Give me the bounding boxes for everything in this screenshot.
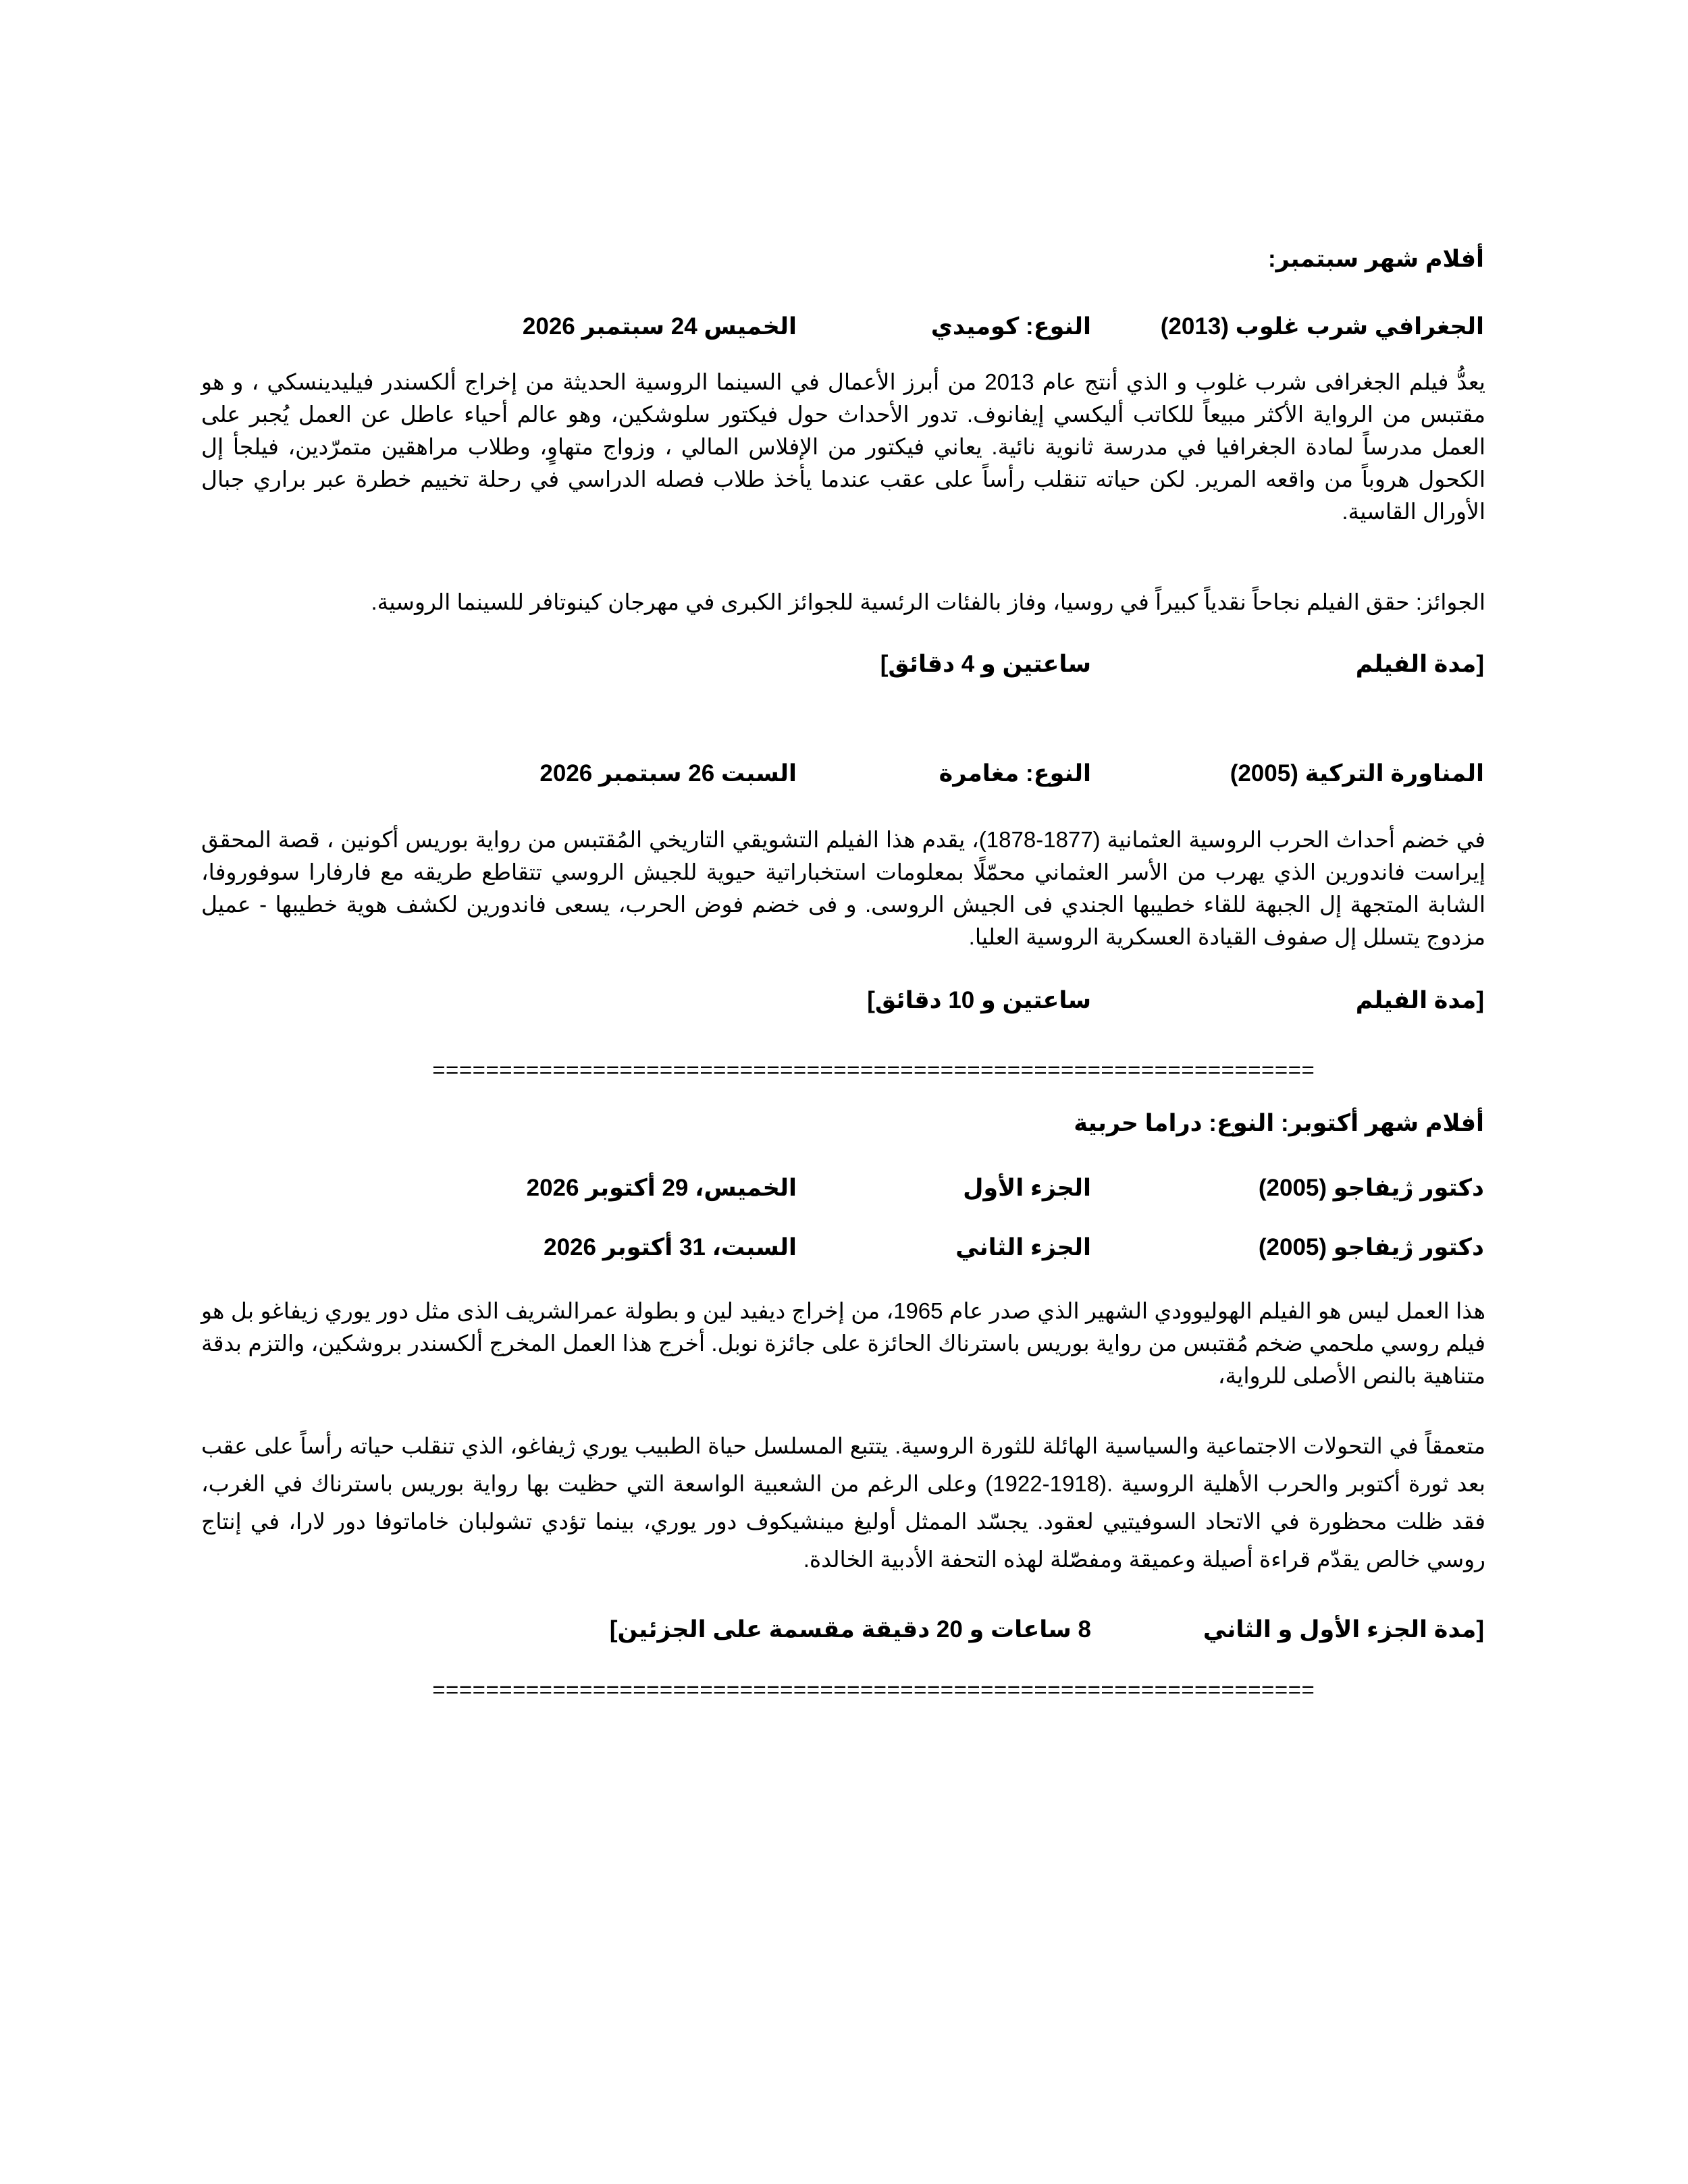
film2-duration-label: [مدة الفيلم (1355, 987, 1484, 1013)
zhivago-part1-label: الجزء الأول (963, 1175, 1091, 1201)
film1-duration-label: [مدة الفيلم (1355, 651, 1484, 677)
film2-date: السبت 26 سبتمبر 2026 (539, 760, 797, 787)
zhivago-part2-title: دكتور ژيفاجو (2005) (1258, 1234, 1484, 1260)
film1-header-row (201, 312, 1484, 342)
film1-duration-row (201, 649, 1484, 679)
section-separator: ================================================================== (432, 1059, 1315, 1084)
october-heading: أفلام شهر أكتوبر: النوع: دراما حربية (1074, 1110, 1484, 1136)
zhivago-paragraph-2: متعمقاً في التحولات الاجتماعية والسياسية الهائلة للثورة الروسية. يتتبع المسلسل حياة الطبيب يوري ژيفاغو، الذي تنقلب حياته رأساً على عقب بعد ثورة أكتوبر والحرب الأهلية الروسية .(1918-1922) وعلى الرغم من الشعبية الواسعة التي حظيت بها رواية بوريس باسترناك في الغرب، فقد ظلت محظورة في الاتحاد السوفيتيي لعقود. يجسّد الممثل أوليغ مينشيكوف دور يوري، بينما تؤدي تشولبان خاماتوفا دور لارا، في إنتاج روسي خالص يقدّم قراءة أصيلة وعميقة ومفصّلة لهذه التحفة الأدبية الخالدة. (201, 1433, 1485, 1572)
film1-description: يعدُّ فيلم الجغرافى شرب غلوب و الذي أنتج عام 2013 من أبرز الأعمال في السينما الروسية الحديثة من إخراج ألكسندر فيليدينسكي ، و هو مقتبس من الرواية الأكثر مبيعاً للكاتب أليكسي إيفانوف. تدور الأحداث حول فيكتور سلوشكين، وهو عالم أحياء عاطل عن العمل يُجبر على العمل مدرساً لمادة الجغرافيا في مدرسة ثانوية نائية. يعاني فيكتور من الإفلاس المالي ، وزواج متهاوٍ، وطلاب مراهقين متمرّدين، فيلجأ إل الكحول هروباً من واقعه المرير. لكن حياته تنقلب رأساً على عقب عندما يأخذ طلاب فصله الدراسي في رحلة تخييم خطرة عبر براري جبال الأورال القاسية. (201, 369, 1485, 524)
film2-description: في خضم أحداث الحرب الروسية العثمانية (1877-1878)، يقدم هذا الفيلم التشويقي التاريخي المُقتبس من رواية بوريس أكونين ، قصة المحقق إيراست فاندورين الذي يهرب من الأسر العثماني محمّلًا بمعلومات استخباراتية حيوية للجيش الروسي تتقاطع طريقه مع فارفارا سوفوروفا، الشابة المتجهة إل الجبهة للقاء خطيبها الجندي فى الجيش الروسى. و فى خضم فوض الحرب، يسعى فاندورين لكشف هوية خطيبها - عميل مزدوج يتسلل إل صفوف القيادة العسكرية الروسية العليا. (201, 827, 1485, 949)
zhivago-part2-label: الجزء الثاني (955, 1234, 1091, 1260)
zhivago-part1-date: الخميس، 29 أكتوبر 2026 (526, 1175, 797, 1201)
film1-title: الجغرافي شرب غلوب (2013) (1160, 313, 1484, 340)
zhivago-paragraph-1: هذا العمل ليس هو الفيلم الهوليوودي الشهير الذي صدر عام 1965، من إخراج ديفيد لين و بطولة عمرالشريف الذى مثل دور يوري زيفاغو بل هو فيلم روسي ملحمي ضخم مُقتبس من رواية بوريس باسترناك الحائزة على جائزة نوبل. أخرج هذا العمل المخرج ألكسندر بروشكين، والتزم بدقة متناهية بالنص الأصلى للرواية، (201, 1298, 1485, 1388)
film2-header-row (201, 759, 1484, 789)
film2-duration-value: ساعتين و 10 دقائق] (867, 987, 1091, 1013)
film1-awards: الجوائز: حقق الفيلم نجاحاً نقدياً كبيراً في روسيا، وفاز بالفئات الرئسية للجوائز الكبرى في مهرجان كينوتافر للسينما الروسية. (371, 589, 1485, 614)
film2-title: المناورة التركية (2005) (1230, 760, 1484, 787)
film1-genre: النوع: كوميدي (930, 313, 1091, 340)
zhivago-duration-value: 8 ساعات و 20 دقيقة مقسمة على الجزئين] (609, 1616, 1091, 1643)
zhivago-part1-row (201, 1173, 1484, 1203)
zhivago-duration-row (201, 1615, 1484, 1645)
film2-genre: النوع: مغامرة (939, 760, 1091, 787)
zhivago-part1-title: دكتور ژيفاجو (2005) (1258, 1175, 1484, 1201)
zhivago-part2-row (201, 1233, 1484, 1262)
september-heading: أفلام شهر سبتمبر: (1267, 246, 1484, 272)
zhivago-duration-label: [مدة الجزء الأول و الثاني (1203, 1616, 1484, 1643)
film1-duration-value: ساعتين و 4 دقائق] (880, 651, 1091, 677)
section-separator-bottom: ================================================================== (432, 1679, 1315, 1704)
zhivago-part2-date: السبت، 31 أكتوبر 2026 (544, 1234, 797, 1260)
film2-duration-row (201, 986, 1484, 1015)
film1-date: الخميس 24 سبتمبر 2026 (522, 313, 797, 340)
